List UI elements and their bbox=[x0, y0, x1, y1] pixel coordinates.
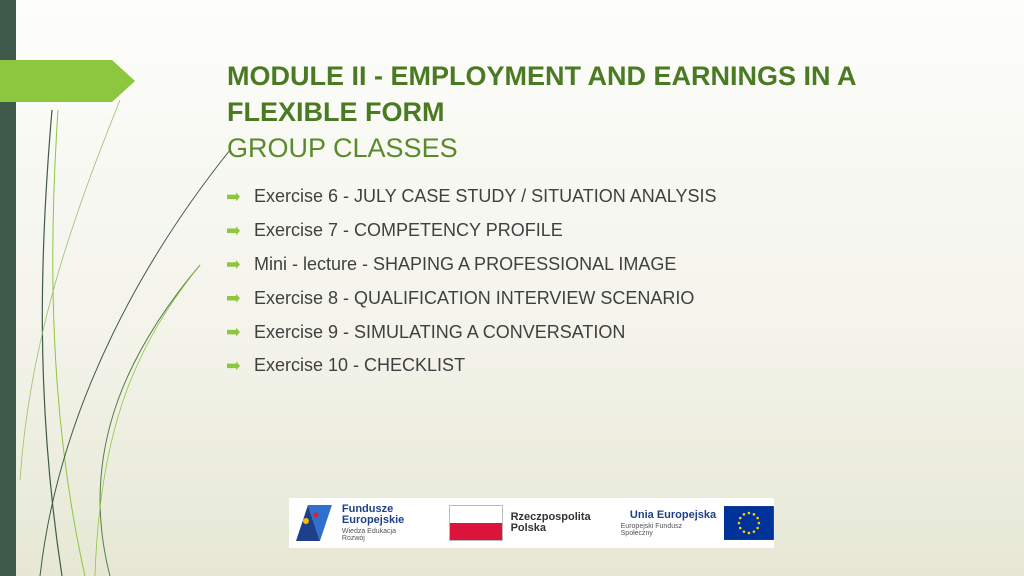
list-item bbox=[227, 214, 967, 248]
exercise-list bbox=[227, 180, 967, 383]
arrow-bullet-icon bbox=[227, 260, 240, 269]
list-item bbox=[227, 281, 967, 315]
fe-line2: Europejskie bbox=[341, 514, 405, 526]
slide-title-line1: MODULE II - EMPLOYMENT AND EARNINGS IN A bbox=[227, 61, 857, 91]
list-item bbox=[227, 180, 967, 214]
list-item-text: Exercise 8 - QUALIFICATION INTERVIEW SCENARIO bbox=[254, 287, 695, 308]
list-item-text: Mini - lecture - SHAPING A PROFESSIONAL IMAGE bbox=[254, 253, 677, 274]
slide-title-block bbox=[227, 58, 947, 166]
fe-tagline: Wiedza Edukacja Rozwój bbox=[341, 528, 396, 542]
eu-flag-icon bbox=[724, 506, 774, 540]
fundusze-europejskie-text bbox=[342, 504, 421, 542]
funding-logo-strip bbox=[289, 498, 774, 548]
pl-line1: Rzeczpospolita bbox=[510, 511, 591, 523]
list-item bbox=[227, 315, 967, 349]
slide-subtitle: GROUP CLASSES bbox=[227, 133, 458, 163]
poland-flag-icon bbox=[449, 505, 503, 541]
list-item-text: Exercise 6 - JULY CASE STUDY / SITUATION ANALYSIS bbox=[254, 186, 717, 207]
arrow-bullet-icon bbox=[227, 294, 240, 303]
list-item bbox=[227, 349, 967, 383]
arrow-bullet-icon bbox=[227, 328, 240, 337]
list-item bbox=[227, 248, 967, 282]
arrow-bullet-icon bbox=[227, 226, 240, 235]
list-item-text: Exercise 7 - COMPETENCY PROFILE bbox=[254, 220, 563, 241]
slide-title-line2: FLEXIBLE FORM bbox=[227, 97, 445, 127]
list-item-text: Exercise 10 - CHECKLIST bbox=[254, 355, 466, 376]
rzeczpospolita-text bbox=[511, 512, 591, 534]
slide-title bbox=[227, 58, 947, 130]
arrow-bullet-icon bbox=[227, 192, 240, 201]
eu-fund: Europejski Fundusz Społeczny bbox=[620, 523, 683, 537]
list-item-text: Exercise 9 - SIMULATING A CONVERSATION bbox=[254, 321, 626, 342]
eu-name: Unia Europejska bbox=[629, 509, 717, 521]
fe-line1: Fundusze bbox=[341, 503, 394, 515]
accent-arrow-tab bbox=[0, 60, 135, 102]
fundusze-europejskie-logo-icon bbox=[292, 501, 336, 545]
arrow-bullet-icon bbox=[227, 361, 240, 370]
eu-text-block bbox=[621, 509, 716, 537]
pl-line2: Polska bbox=[510, 522, 547, 534]
